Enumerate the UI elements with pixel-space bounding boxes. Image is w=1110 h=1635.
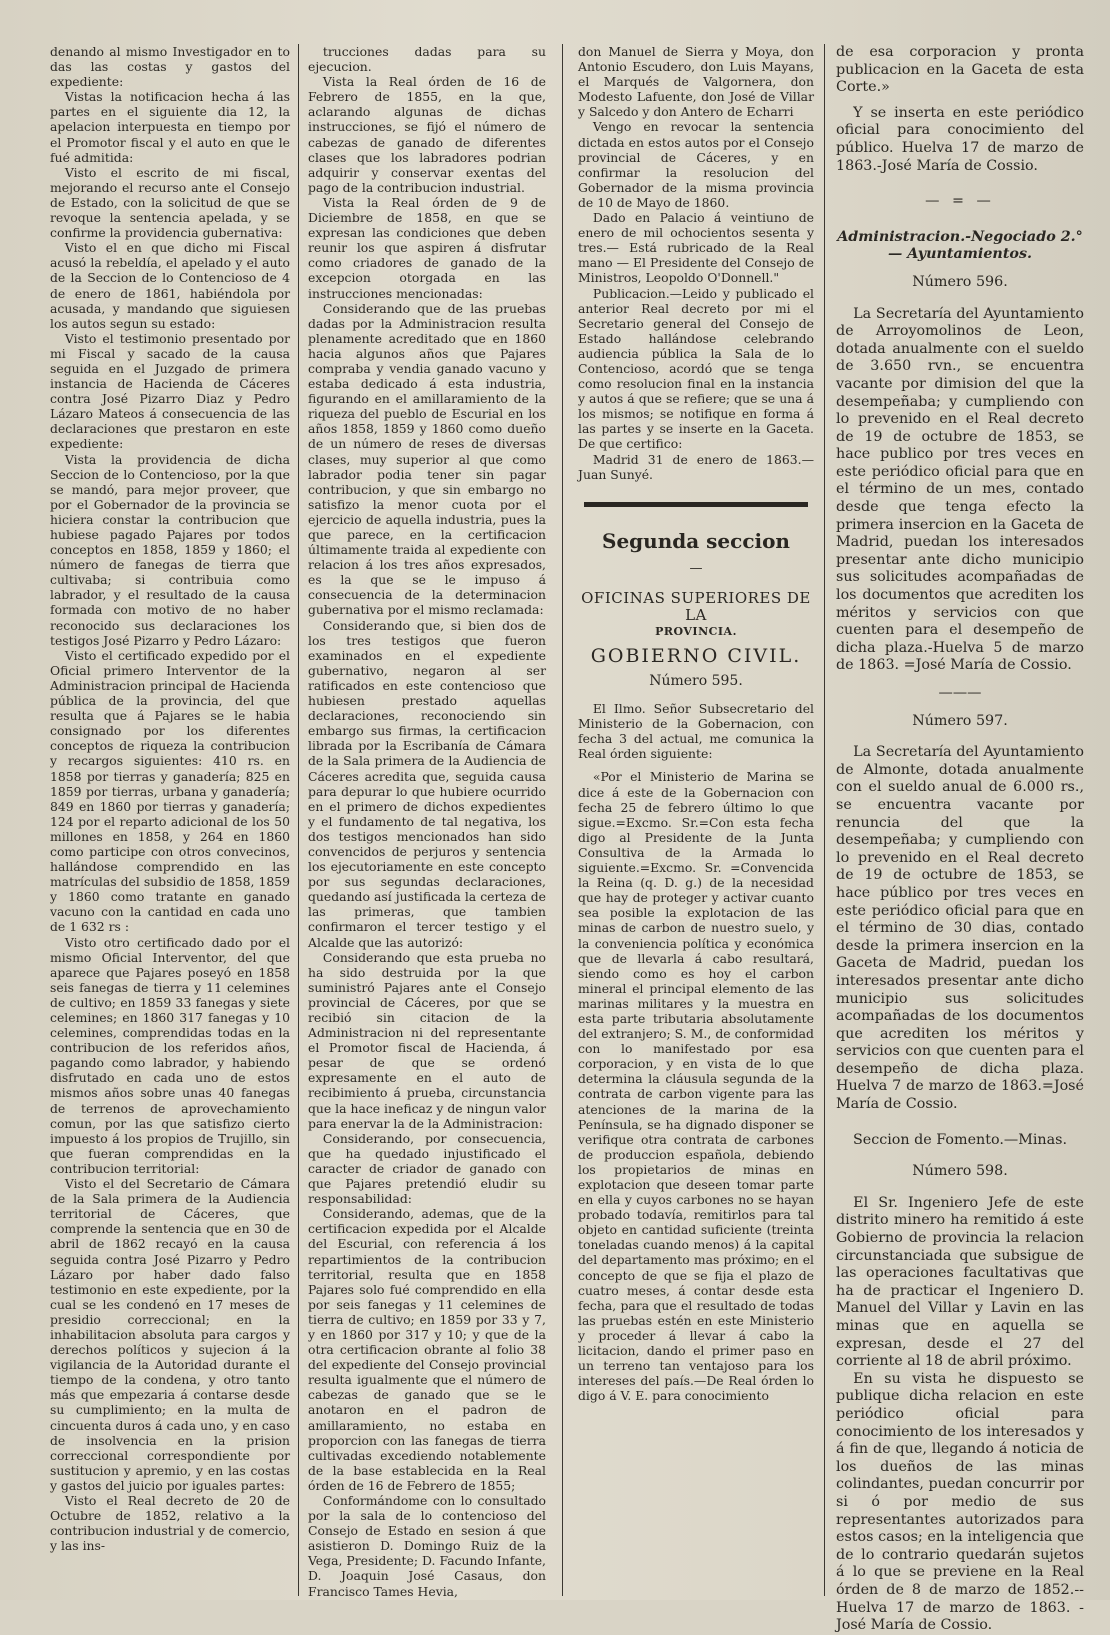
column-4 [836,44,1084,1634]
paragraph: «Por el Ministerio de Marina se dice á este de la Gobernacion con fecha 25 de febrero último lo que sigue.=Excmo. Sr.=Con esta fecha digo al Presidente de la Junta Consultiva de la Armada lo siguiente.=Excmo. Sr. =Convencida la Reina (q. D. g.) de la necesidad que hay de proteger y activar cuanto sea posible la explotacion de las minas de carbon de nuestro suelo, y la conveniencia política y económica que de llevarla á cabo resultará, siendo como es hoy el carbon mineral el principal elemento de las marinas militares y la muestra en esta parte tributaria absolutamente del extranjero; S. M., de conformidad con lo manifestado por esa corporacion, y en vista de lo que determina la cláusula segunda de la contrata de carbon vigente para las atenciones de la marina de la Península, se ha dignado disponer se verifique otra contrata de carbones de produccion española, debiendo los propietarios de minas en explotacion que deseen tomar parte en ella y cuyos carbones no se hayan probado todavía, remitirlos para tal objeto en cantidad suficiente (treinta toneladas cuando menos) á la capital del departamento mas próximo; en el concepto de que se fija el plazo de cuatro meses, á contar desde esta fecha, para que el resultado de todas las pruebas estén en este Ministerio y proceder á llevar á cabo la licitacion, dando el primer paso en un terreno tan ventajoso para los intereses del país.—De Real órden lo digo á V. E. para conocimiento [578,769,814,1404]
paragraph: don Manuel de Sierra y Moya, don Antonio Escudero, don Luis Mayans, el Marqués de Valgornera, don Modesto Lafuente, don José de Villar y Salcedo y don Antero de Echarri [578,44,814,120]
paragraph: denando al mismo Investigador en to das las costas y gastos del expediente: [50,44,290,90]
paragraph: La Secretaría del Ayuntamiento de Arroyomolinos de Leon, dotada anualmente con el sueldo de 3.650 rvn., se encuentra vacante por dimision del que la desempeñaba; y cumpliendo con lo prevenido en el Real decreto de 19 de octubre de 1853, se hace publico por tres veces en este periódico oficial para que en el término de un mes, contado desde que tenga efecto la primera insercion en la Gaceta de Madrid, puedan los interesados presentar ante dicho municipio sus solicitudes acompañadas de los documentos que acrediten los méritos y servicios con que cuenten para el desempeño de dicha plaza.-Huelva 5 de marzo de 1863. =José María de Cossio. [836,305,1084,674]
paragraph: Considerando que esta prueba no ha sido destruida por la que suministró Pajares ante el Consejo provincial de Cáceres, por que se recibió sin citacion de la Administracion ni del representante el Promotor fiscal de Hacienda, á pesar de que se ordenó expresamente en el auto de recibimiento á prueba, circunstancia que la hace ineficaz y de ningun valor para enervar la de la Administracion: [308,949,547,1131]
paragraph: Visto el testimonio presentado por mi Fiscal y sacado de la causa seguida en el Juzgado de primera instancia de Hacienda de Cáceres contra José Pizarro Diaz y Pedro Lázaro Mateos á consecuencia de las declaraciones que prestaron en este expediente: [50,330,290,452]
paragraph: Vengo en revocar la sentencia dictada en estos autos por el Consejo provincial de Cáceres, y en confirmar la resolucion del Gobernador de la misma provincia de 10 de Mayo de 1860. [578,119,814,210]
paragraph: Y se inserta en este periódico oficial para conocimiento del público. Huelva 17 de marzo de 1863.-José María de Cossio. [836,104,1084,174]
dash-rule: — [689,560,703,576]
separator: ——— [938,685,982,701]
paragraph: Visto el en que dicho mi Fiscal acusó la rebeldía, el apelado y el auto de la Seccion de lo Contencioso de 4 de enero de 1861, habiéndola por acusada, y mandando que siguiesen los autos segun su estado: [50,240,290,331]
paragraph: Visto el del Secretario de Cámara de la Sala primera de la Audiencia territorial de Cáceres, que comprende la sentencia que en 30 de abril de 1862 recayó en la causa seguida contra José Pizarro y Pedro Lázaro por haber dado falso testimonio en este expediente, por la cual se les condenó en 17 meses de presidio correccional; en la inhabilitacion absoluta para cargos y derechos políticos y sujecion á la vigilancia de la Autoridad durante el tiempo de la condena, y otro tanto más que empezaria á contarse desde su cumplimiento; en la multa de cincuenta duros á cada uno, y en caso de insolvencia en la prision correccional correspondiente por sustitucion y apremio, y en las costas y gastos del juicio por iguales partes: [50,1176,290,1493]
office-heading: OFICINAS SUPERIORES DE LA [581,588,811,624]
column-rule [562,44,563,1596]
number-heading: Número 595. [649,673,743,689]
paragraph: La Secretaría del Ayuntamiento de Almonte, dotada anualmente con el sueldo anual de 6.000 rs., se encuentra vacante por renuncia del que la desempeñaba; y cumpliendo con lo prevenido en el Real decreto de 19 de octubre de 1853, se hace público por tres veces en este periódico oficial para que en el término de 30 dias, contado desde la primera insercion en la Gaceta de Madrid, puedan los interesados presentar ante dicho municipio sus solicitudes acompañadas de los documentos que acrediten los méritos y servicios con que cuenten para el desempeño de dicha plaza. Huelva 7 de marzo de 1863.=José María de Cossio. [836,744,1084,1113]
paragraph: Considerando, ademas, que de la certificacion expedida por el Alcalde del Escurial, con referencia á los repartimientos de la contribucion territorial, resulta que en 1858 Pajares solo fué comprendido en ella por seis fanegas y 11 celemines de tierra de cultivo; en 1859 por 33 y 7, y en 1860 por 317 y 10; y que de la otra certificacion obrante al folio 38 del expediente del Consejo provincial resulta igualmente que el número de cabezas de ganado que se le anotaron en el padron de amillaramiento, no estaba en proporcion con las fanegas de tierra cultivadas excediendo notablemente de la base establecida en la Real órden de 16 de Febrero de 1855; [308,1206,546,1493]
signature: Madrid 31 de enero de 1863.— Juan Sunyé. [578,451,814,482]
paragraph: Considerando, por consecuencia, que ha quedado injustificado el caracter de criador de ganado con que Pajares pretendió eludir su responsabilidad: [308,1130,546,1207]
column-rule [298,44,299,1596]
paragraph: Visto otro certificado dado por el mismo Oficial Interventor, del que aparece que Pajares poseyó en 1858 seis fanegas de tierra y 11 celemines de cultivo; en 1859 33 fanegas y siete celemines; en 1860 317 fanegas y 10 celemines, comprendidas todas en la contribucion de los referidos años, pagando como labrador, y habiendo disfrutado en cada uno de estos mismos años sobre unas 40 fanegas de terrenos de aprovechamiento comun, por las que satisfizo cierto impuesto á los propios de Trujillo, sin que fueran comprendidas en la contribucion territorial: [50,934,290,1176]
paragraph: Publicacion.—Leido y publicado el anterior Real decreto por mi el Secretario general del Consejo de Estado hallándose celebrando audiencia pública la Sala de lo Contencioso, acordó que se tenga como resolucion final en la instancia y autos á que se refiere; que se una á los mismos; se notifique en forma á las partes y se inserte en la Gaceta. De que certifico: [578,285,814,452]
section-heading: Segunda seccion [602,528,790,553]
separator: — = — [925,193,995,210]
paragraph: Visto el Real decreto de 20 de Octubre de 1852, relativo a la contribucion industrial y de comercio, y las ins- [50,1493,290,1554]
column-3 [578,44,814,1596]
column-rule [824,44,825,1596]
paragraph: Vista la Real órden de 16 de Febrero de 1855, en la que, aclarando algunas de dichas instrucciones, se fijó el número de cabezas de ganado de diferentes clases que los labradores podrian adquirir y conservar exentas del pago de la contribucion industrial. [308,74,546,195]
section-heading: Seccion de Fomento.—Minas. [852,1131,1068,1148]
paragraph: Vistas la notificacion hecha á las partes en el siguiente dia 12, la apelacion interpuesta en tiempo por el Promotor fiscal y el auto en que le fué admitida: [50,89,290,165]
column-1 [50,44,290,1596]
paragraph: El Sr. Ingeniero Jefe de este distrito minero ha remitido á este Gobierno de provincia la relacion circunstanciada que subsigue de las operaciones facultativas que ha de practicar el Ingeniero D. Manuel del Villar y Lavin en las minas que en aquella se expresan, desde el 27 del corriente al 18 de abril próximo. [836,1194,1084,1370]
admin-heading: Administracion.-Negociado 2.°— Ayuntamientos. [837,228,1083,263]
paragraph: Considerando que, si bien dos de los tres testigos que fueron examinados en el expediente gubernativo, negaron al ser ratificados en este contencioso que hubiesen prestado aquellas declaraciones, reconociendo sin embargo sus firmas, la certificacion librada por la Escribanía de Cámara de la Sala primera de la Audiencia de Cáceres acredita que, seguida causa para depurar lo que hubiere ocurrido en el primero de dichos expedientes y el fundamento de tal negativa, los dos testigos mencionados han sido convencidos de perjuros y sentencia los ejecutoriamente en este concepto por sus segundas declaraciones, quedando así justificada la certeza de las primeras, que tambien confirmaron el tercer testigo y el Alcalde que las autorizó: [308,617,546,950]
paragraph: Vista la providencia de dicha Seccion de lo Contencioso, por la que se mandó, para mejor proveer, que por el Gobernador de la provincia se hiciera constar la contribucion que hubiese pagado Pajares por todos conceptos en 1858, 1859 y 1860; el número de fanegas de tierra que cultivaba; si contribuia como labrador, y el resultado de la causa formada con motivo de no haber reconocido sus declaraciones los testigos José Pizarro y Pedro Lázaro: [50,451,290,648]
gobierno-heading: GOBIERNO CIVIL. [590,644,802,667]
paragraph: Considerando que de las pruebas dadas por la Administracion resulta plenamente acreditado que en 1860 hacia algunos años que Pajares compraba y vendia ganado vacuno y estaba dedicado á esta industria, figurando en el amillaramiento de la riqueza del pueblo de Escurial en los años 1858, 1859 y 1860 como dueño de un número de reses de diversas clases, muy superior al que como labrador podia tener sin pagar contribucion, y que sin embargo no satisfizo la menor cuota por el ejercicio de aquella industria, pues la que parece, en la certificacion últimamente traida al expediente con relacion á los tres años expresados, es la que se le impuso á consecuencia de la determinacion gubernativa por el mismo reclamada: [308,300,546,618]
paragraph: Visto el certificado expedido por el Oficial primero Interventor de la Administracion principal de Hacienda pública de la provincia, del que resulta que á Pajares se le habia consignado por los diferentes conceptos de riqueza la contribucion y recargos siguientes: 410 rs. en 1858 por tierras y ganadería; 825 en 1859 por tierras, urbana y ganadería; 849 en 1860 por tierras y ganadería; 124 por el reparto adicional de los 50 millones en 1858, y 264 en 1860 como participe con otros convecinos, hallándose comprendido en las matrículas del subsidio de 1858, 1859 y 1860 como tratante en ganado vacuno con la cantidad en cada uno de 1 632 rs : [50,647,290,935]
paragraph: Dado en Palacio á veintiuno de enero de mil ochocientos sesenta y tres.— Está rubricado de la Real mano — El Presidente del Consejo de Ministros, Leopoldo O'Donnell." [578,210,814,286]
number-heading: Número 597. [912,712,1008,729]
column-2 [308,44,547,1599]
paragraph: Vista la Real órden de 9 de Diciembre de 1858, en que se expresan las condiciones que deben reunir los que aspiren á disfrutar como criadores de ganado de la excepcion otorgada en las instrucciones mencionadas: [308,194,546,301]
number-heading: Número 598. [912,1163,1008,1180]
section-divider [584,502,808,507]
province-heading: PROVINCIA. [655,624,737,638]
paragraph: El Ilmo. Señor Subsecretario del Ministerio de la Gobernacion, con fecha 3 del actual, me comunica la Real órden siguiente: [578,701,814,762]
paragraph: Visto el escrito de mi fiscal, mejorando el recurso ante el Consejo de Estado, con la solicitud de que se revoque la sentencia apelada, y se confirme la providencia gubernativa: [50,164,290,241]
paragraph: trucciones dadas para su ejecucion. [308,44,546,75]
number-heading: Número 596. [912,273,1008,290]
paragraph: Conformándome con lo consultado por la sala de lo contencioso del Consejo de Estado en sesion á que asistieron D. Domingo Ruiz de la Vega, Presidente; D. Facundo Infante, D. Joaquin José Casaus, don Francisco Tames Hevia, [308,1493,546,1599]
paragraph: En su vista he dispuesto se publique dicha relacion en este periódico oficial para conocimiento de los interesados y á fin de que, llegando á noticia de los dueños de las minas colindantes, puedan concurrir por si ó por medio de sus representantes autorizados para estos casos; en la inteligencia que de lo contrario quedarán sujetos á lo que se previene en la Real órden de 8 de marzo de 1852.--Huelva 17 de marzo de 1863. -José María de Cossio. [836,1370,1084,1634]
paragraph: de esa corporacion y pronta publicacion en la Gaceta de esta Corte.» [836,44,1084,96]
